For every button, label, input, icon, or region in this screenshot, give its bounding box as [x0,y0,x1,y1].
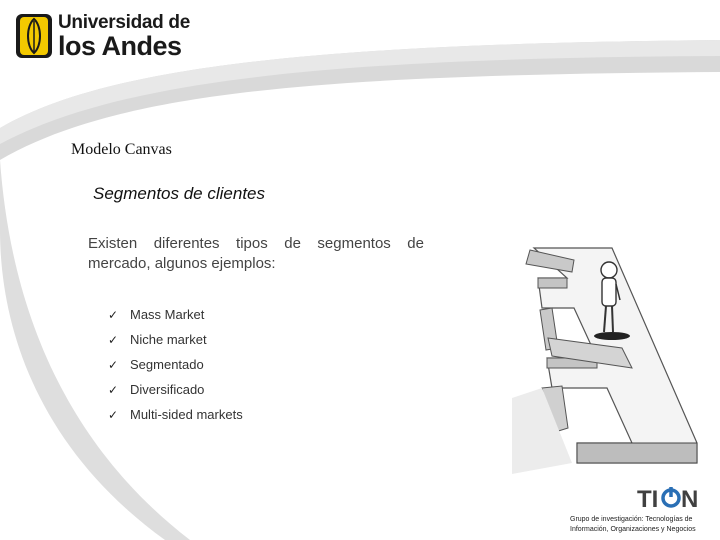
list-item [108,302,243,327]
checkmark-icon: ✓ [108,382,119,397]
list-item [108,377,243,402]
logo-line-2: los Andes [58,31,182,61]
bullet-label: Niche market [130,332,207,347]
svg-text:N: N [681,486,699,511]
logo-wordmark [58,12,190,60]
intro-paragraph: Existen diferentes tipos de segmentos de mercado, algunos ejemplos: [88,235,424,272]
segmentation-illustration [512,238,710,474]
checkmark-icon: ✓ [108,407,119,422]
tion-logo [637,485,701,511]
bullet-label: Diversificado [130,382,205,397]
list-item [108,402,243,427]
research-group-caption: Grupo de investigación: Tecnologías de Información, Organizaciones y Negocios [570,516,696,533]
slide-title: Modelo Canvas [71,141,172,158]
logo-line-1: Universidad de [58,12,191,33]
bullet-list [108,302,243,427]
bullet-label: Mass Market [130,307,205,322]
slide-subtitle: Segmentos de clientes [93,184,265,203]
list-item [108,327,243,352]
checkmark-icon: ✓ [108,307,119,322]
svg-text:TI: TI [637,486,659,511]
checkmark-icon: ✓ [108,357,119,372]
list-item [108,352,243,377]
bullet-label: Multi-sided markets [130,407,243,422]
bullet-label: Segmentado [130,357,204,372]
checkmark-icon: ✓ [108,332,119,347]
shield-icon [14,12,54,60]
